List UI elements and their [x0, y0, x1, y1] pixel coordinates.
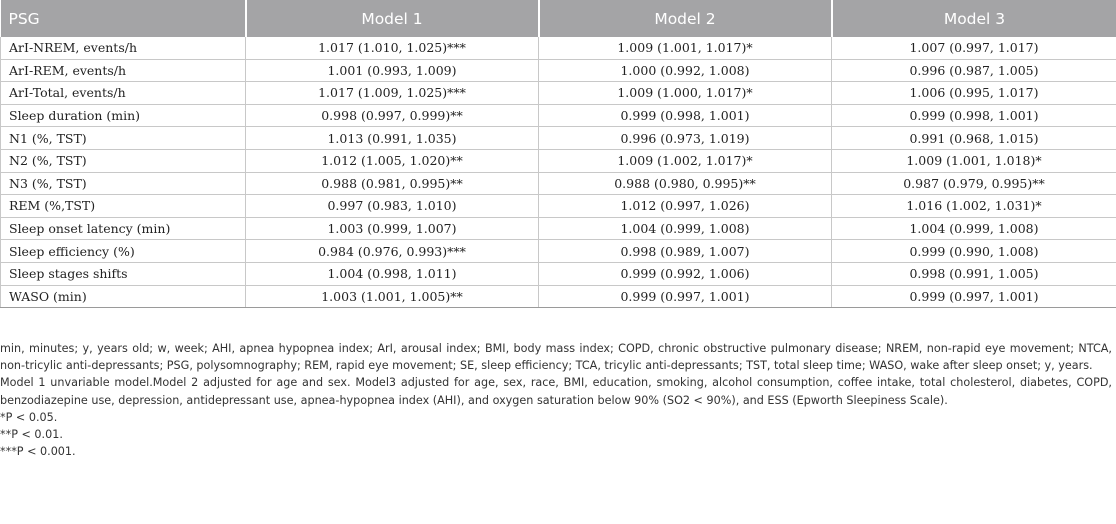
- footnote-significance-2: **P < 0.01.: [0, 428, 63, 442]
- cell-model-1: 1.017 (1.009, 1.025)***: [246, 82, 539, 105]
- cell-model-1: 1.012 (1.005, 1.020)**: [246, 149, 539, 172]
- cell-model-3: 1.016 (1.002, 1.031)*: [832, 195, 1116, 218]
- table-row: [1, 82, 1116, 105]
- cell-model-1: 0.997 (0.983, 1.010): [246, 195, 539, 218]
- cell-model-2: 1.012 (0.997, 1.026): [539, 195, 832, 218]
- cell-model-2: 0.999 (0.997, 1.001): [539, 285, 832, 308]
- cell-model-2: 1.009 (1.001, 1.017)*: [539, 37, 832, 59]
- table-header-row: [1, 0, 1116, 37]
- table-row: [1, 195, 1116, 218]
- cell-model-3: 0.999 (0.990, 1.008): [832, 240, 1116, 263]
- row-label: ArI-NREM, events/h: [1, 37, 246, 59]
- cell-model-3: 1.009 (1.001, 1.018)*: [832, 149, 1116, 172]
- cell-model-2: 0.999 (0.998, 1.001): [539, 104, 832, 127]
- cell-model-3: 0.999 (0.997, 1.001): [832, 285, 1116, 308]
- footnote-significance-3: ***P < 0.001.: [0, 445, 76, 459]
- row-label: Sleep efficiency (%): [1, 240, 246, 263]
- cell-model-1: 1.003 (1.001, 1.005)**: [246, 285, 539, 308]
- table-row: [1, 37, 1116, 59]
- cell-model-3: 0.998 (0.991, 1.005): [832, 262, 1116, 285]
- cell-model-3: 0.991 (0.968, 1.015): [832, 127, 1116, 150]
- row-label: N3 (%, TST): [1, 172, 246, 195]
- cell-model-2: 1.004 (0.999, 1.008): [539, 217, 832, 240]
- table-row: [1, 262, 1116, 285]
- cell-model-1: 0.998 (0.997, 0.999)**: [246, 104, 539, 127]
- table-row: [1, 172, 1116, 195]
- table-footnotes: [0, 340, 1112, 460]
- row-label: Sleep onset latency (min): [1, 217, 246, 240]
- header-psg: PSG: [1, 0, 246, 37]
- cell-model-3: 1.007 (0.997, 1.017): [832, 37, 1116, 59]
- row-label: Sleep stages shifts: [1, 262, 246, 285]
- row-label: ArI-REM, events/h: [1, 59, 246, 82]
- cell-model-3: 1.006 (0.995, 1.017): [832, 82, 1116, 105]
- cell-model-2: 0.999 (0.992, 1.006): [539, 262, 832, 285]
- footnote-models: Model 1 unvariable model.Model 2 adjusted for age and sex. Model3 adjusted for age, sex, race, BMI, education, smoking, alcohol consumption, coffee intake, total cholesterol, diabetes, COPD, benzodiazepine use, depression, antidepressant use, apnea-hypopnea index (AHI), and oxygen saturation below 90% (SO2 < 90%), and ESS (Epworth Sleepiness Scale).: [0, 376, 1112, 407]
- header-model-3: Model 3: [832, 0, 1116, 37]
- table-row: [1, 240, 1116, 263]
- cell-model-2: 1.009 (1.002, 1.017)*: [539, 149, 832, 172]
- cell-model-1: 1.004 (0.998, 1.011): [246, 262, 539, 285]
- table-row: [1, 285, 1116, 308]
- row-label: N2 (%, TST): [1, 149, 246, 172]
- cell-model-2: 1.000 (0.992, 1.008): [539, 59, 832, 82]
- table-row: [1, 104, 1116, 127]
- cell-model-2: 0.988 (0.980, 0.995)**: [539, 172, 832, 195]
- row-label: ArI-Total, events/h: [1, 82, 246, 105]
- cell-model-1: 0.988 (0.981, 0.995)**: [246, 172, 539, 195]
- row-label: REM (%,TST): [1, 195, 246, 218]
- cell-model-1: 1.003 (0.999, 1.007): [246, 217, 539, 240]
- row-label: N1 (%, TST): [1, 127, 246, 150]
- footnote-significance-1: *P < 0.05.: [0, 410, 58, 424]
- cell-model-1: 1.001 (0.993, 1.009): [246, 59, 539, 82]
- cell-model-3: 1.004 (0.999, 1.008): [832, 217, 1116, 240]
- header-model-1: Model 1: [246, 0, 539, 37]
- header-model-2: Model 2: [539, 0, 832, 37]
- table-row: [1, 149, 1116, 172]
- cell-model-3: 0.999 (0.998, 1.001): [832, 104, 1116, 127]
- cell-model-2: 1.009 (1.000, 1.017)*: [539, 82, 832, 105]
- cell-model-3: 0.987 (0.979, 0.995)**: [832, 172, 1116, 195]
- cell-model-1: 1.017 (1.010, 1.025)***: [246, 37, 539, 59]
- row-label: Sleep duration (min): [1, 104, 246, 127]
- footnote-abbreviations: min, minutes; y, years old; w, week; AHI, apnea hypopnea index; ArI, arousal index; BMI, body mass index; COPD, chronic obstructive pulmonary disease; NREM, non-rapid eye movement; NTCA, non-tricylic anti-depressants; PSG, polysomnography; REM, rapid eye movement; SE, sleep efficiency; TCA, tricylic anti-depressants; TST, total sleep time; WASO, wake after sleep onset; y, years.: [0, 342, 1112, 373]
- cell-model-2: 0.998 (0.989, 1.007): [539, 240, 832, 263]
- table-row: [1, 127, 1116, 150]
- cell-model-1: 0.984 (0.976, 0.993)***: [246, 240, 539, 263]
- table-row: [1, 217, 1116, 240]
- row-label: WASO (min): [1, 285, 246, 308]
- cell-model-1: 1.013 (0.991, 1.035): [246, 127, 539, 150]
- cell-model-3: 0.996 (0.987, 1.005): [832, 59, 1116, 82]
- table-row: [1, 59, 1116, 82]
- cell-model-2: 0.996 (0.973, 1.019): [539, 127, 832, 150]
